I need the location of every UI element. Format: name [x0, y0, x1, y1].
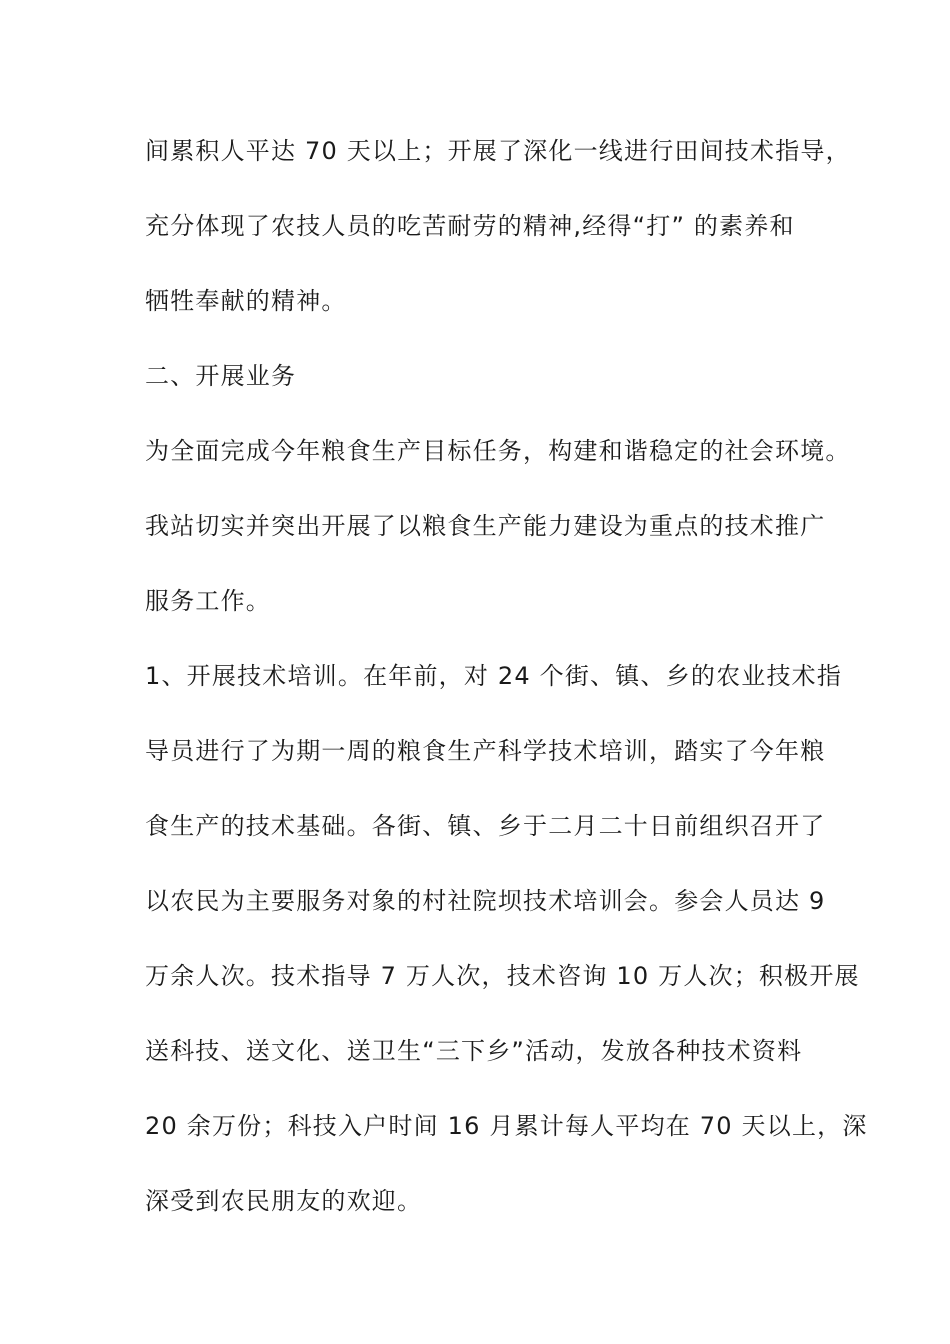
body-line-10: 食生产的技术基础。各街、镇、乡于二月二十日前组织召开了 — [145, 812, 826, 840]
body-line-11: 以农民为主要服务对象的村社院坝技术培训会。参会人员达 9 — [145, 887, 826, 915]
body-line-6: 我站切实并突出开展了以粮食生产能力建设为重点的技术推广 — [145, 512, 826, 540]
body-line-9: 导员进行了为期一周的粮食生产科学技术培训，踏实了今年粮 — [145, 737, 826, 765]
body-line-2: 充分体现了农技人员的吃苦耐劳的精神,经得“打” 的素养和 — [145, 212, 795, 240]
body-line-15: 深受到农民朋友的欢迎。 — [145, 1187, 423, 1215]
body-line-14: 20 余万份；科技入户时间 16 月累计每人平均在 70 天以上，深 — [145, 1112, 868, 1140]
body-line-1: 间累积人平达 70 天以上；开展了深化一线进行田间技术指导， — [145, 137, 851, 165]
body-line-5: 为全面完成今年粮食生产目标任务，构建和谐稳定的社会环境。 — [145, 437, 851, 465]
body-line-13: 送科技、送文化、送卫生“三下乡”活动，发放各种技术资料 — [145, 1037, 803, 1065]
body-line-3: 牺牲奉献的精神。 — [145, 287, 347, 315]
document-body — [145, 127, 868, 1252]
body-line-7: 服务工作。 — [145, 587, 271, 615]
body-line-8: 1、开展技术培训。在年前，对 24 个街、镇、乡的农业技术指 — [145, 662, 843, 690]
body-line-12: 万余人次。技术指导 7 万人次，技术咨询 10 万人次；积极开展 — [145, 962, 860, 990]
section-heading: 二、开展业务 — [145, 362, 297, 390]
